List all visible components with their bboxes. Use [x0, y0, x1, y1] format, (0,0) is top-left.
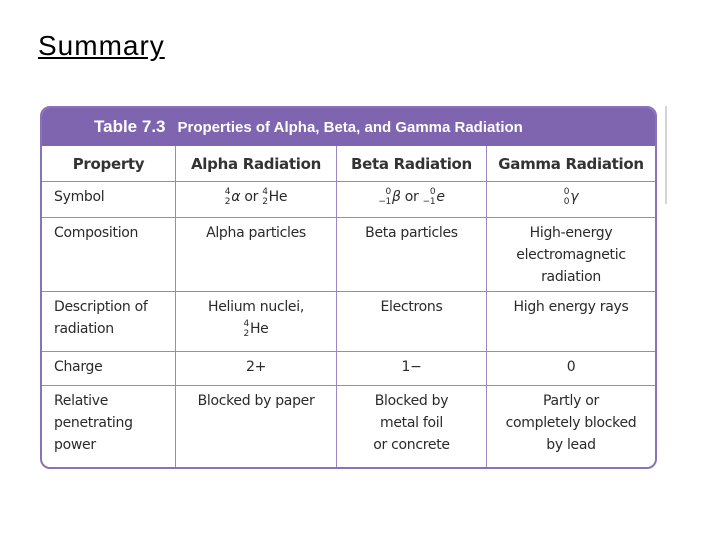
atomic-number: −1	[378, 197, 391, 207]
helium-symbol: He	[268, 189, 288, 205]
table-grid	[42, 146, 655, 467]
text-line: Description of	[54, 299, 148, 315]
radiation-table	[40, 106, 657, 469]
helium-nucleus	[184, 318, 328, 340]
helium-symbol: He	[249, 321, 269, 337]
text-line: or concrete	[373, 437, 450, 453]
text-line: penetrating	[54, 415, 133, 431]
text-line: electromagnetic	[516, 247, 626, 263]
electron-symbol: e	[436, 189, 445, 205]
mass-number: 4	[243, 319, 249, 329]
cell-beta-composition: Beta particles	[337, 218, 487, 292]
cell-gamma-composition	[487, 218, 655, 292]
or-text: or	[404, 189, 419, 205]
text-line: power	[54, 437, 96, 453]
header-gamma: Gamma Radiation	[487, 146, 655, 182]
cell-alpha-symbol	[176, 182, 337, 218]
text-line: completely blocked	[505, 415, 637, 431]
text-line: radiation	[541, 269, 601, 285]
atomic-number: 2	[224, 197, 231, 207]
text-line: metal foil	[380, 415, 443, 431]
cell-gamma-description: High energy rays	[487, 292, 655, 352]
cell-gamma-symbol	[487, 182, 655, 218]
text-line: Partly or	[543, 393, 599, 409]
table-caption: Properties of Alpha, Beta, and Gamma Radiation	[177, 118, 523, 136]
atomic-number: 0	[563, 197, 570, 207]
cell-beta-symbol	[337, 182, 487, 218]
cell-alpha-penetration: Blocked by paper	[176, 386, 337, 467]
table-caption-bar	[42, 108, 655, 146]
row-label-symbol: Symbol	[42, 182, 176, 218]
row-label-charge: Charge	[42, 352, 176, 386]
cell-gamma-penetration	[487, 386, 655, 467]
table-number: Table 7.3	[94, 117, 166, 136]
cell-beta-description: Electrons	[337, 292, 487, 352]
row-label-description	[42, 292, 176, 352]
mass-number: 0	[429, 187, 436, 197]
cell-alpha-charge: 2+	[176, 352, 337, 386]
alpha-symbol: α	[231, 189, 241, 205]
row-label-penetrating-power	[42, 386, 176, 467]
text-line: by lead	[546, 437, 596, 453]
mass-number: 4	[224, 187, 231, 197]
text-line: Blocked by	[374, 393, 449, 409]
atomic-number: −1	[422, 197, 436, 207]
atomic-number: 2	[262, 197, 268, 207]
mass-number: 4	[262, 187, 268, 197]
text-line: radiation	[54, 321, 114, 337]
cell-beta-charge: 1−	[337, 352, 487, 386]
edge-divider	[665, 106, 667, 204]
text-line: Relative	[54, 393, 109, 409]
cell-alpha-composition: Alpha particles	[176, 218, 337, 292]
header-beta: Beta Radiation	[337, 146, 487, 182]
slide-title: Summary	[38, 30, 165, 61]
or-text: or	[244, 189, 259, 205]
text-line: High-energy	[529, 225, 613, 241]
text-line: Helium nuclei,	[208, 299, 304, 315]
row-label-composition: Composition	[42, 218, 176, 292]
header-alpha: Alpha Radiation	[176, 146, 337, 182]
cell-beta-penetration	[337, 386, 487, 467]
atomic-number: 2	[243, 329, 249, 339]
beta-symbol: β	[391, 189, 401, 205]
mass-number: 0	[385, 187, 391, 197]
gamma-symbol: γ	[570, 189, 579, 205]
mass-number: 0	[563, 187, 570, 197]
header-property: Property	[42, 146, 176, 182]
cell-alpha-description	[176, 292, 337, 352]
cell-gamma-charge: 0	[487, 352, 655, 386]
